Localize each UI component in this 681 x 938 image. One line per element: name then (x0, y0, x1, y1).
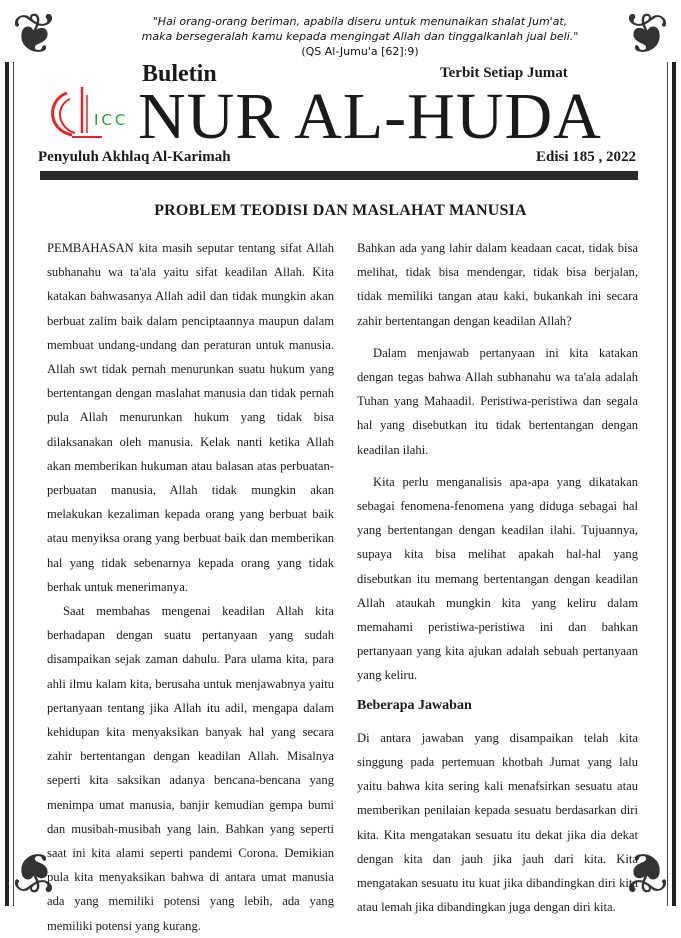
ornamental-frame-right (672, 62, 676, 906)
edition-label: Edisi 185 , 2022 (535, 149, 636, 165)
svg-text:ICC: ICC (94, 111, 129, 129)
paragraph: Kita perlu menganalisis apa-apa yang dikatakan sebagai fenomena-fenomena yang diduga sebagai hal yang bertentangan dengan keadilan ilahi. Tujuannya, supaya kita bisa melihat apakah hal-hal yang disebutkan itu memang bertentangan dengan keadilan Allah ataukah mungkin kita yang keliru dalam memahami peristiwa-peristiwa ini dan bahkan pertanyaan yang kita ajukan adalah sebuah pertanyaan yang keliru. (357, 474, 638, 683)
paragraph: Dalam menjawab pertanyaan ini kita katakan dengan tegas bahwa Allah subhanahu wa ta'ala adalah Tuhan yang Mahaadil. Peristiwa-peristiwa dan segala hal yang disebutkan itu tidak bertentangan dengan keadilan ilahi. (357, 345, 638, 457)
ornamental-frame-left (5, 62, 9, 906)
flourish-corner-icon: ❦ (622, 4, 670, 66)
verse-quote (100, 14, 620, 59)
quote-line: maka bersegeralah kamu kepada mengingat Allah dan tinggalkanlah jual beli." (141, 30, 579, 43)
icc-logo (42, 85, 137, 140)
flourish-corner-icon: ❦ (11, 840, 59, 902)
article-headline: PROBLEM TEODISI DAN MASLAHAT MANUSIA (154, 202, 527, 219)
paragraph: Saat membahas mengenai keadilan Allah kita berhadapan dengan suatu pertanyaan yang sudah disampaikan sejak zaman dahulu. Para ulama kita, para ahli ilmu kalam kita, berusaha untuk menjawabnya yaitu pertanyaan tentang jika Allah itu adil, mengapa dalam kehidupan kita menyaksikan banyak hal yang secara zahir bertentangan dengan keadilan Allah. Misalnya seperti kita saksikan adanya bencana-bencana yang menimpa umat manusia, banjir kemudian gempa bumi dan musibah-musibah yang lain. Bahkan yang seperti saat ini kita alami seperti pandemi Corona. Demikian pula kita menyaksikan bahwa di antara umat manusia ada yang memiliki potensi yang lebih, ada yang memiliki potensi yang kurang. (47, 604, 334, 933)
publication-frequency: Terbit Setiap Jumat (440, 65, 568, 81)
section-subheading: Beberapa Jawaban (357, 697, 472, 713)
paragraph: PEMBAHASAN kita masih seputar tentang sifat Allah subhanahu wa ta'ala yaitu sifat keadilan Allah. Kita katakan bahwasanya Allah adil dan tidak mungkin akan berbuat zalim baik dalam penciptaannya maupun dalam membuat undang-undang dan peraturan untuk manusia. Allah swt tidak pernah menurunkan suatu hukum yang bertentangan dengan maslahat manusia dan tidak pernah pula Allah menurunkan hukum yang tidak bisa dilaksanakan oleh manusia. Kelak nanti ketika Allah akan memberikan hukuman atau balasan atas perbuatan-perbuatan manusia, Allah tidak mungkin akan melakukan kezaliman kepada orang yang berbuat baik atau menyiksa orang yang berbuat baik dan memberikan hal yang tidak sebenarnya kepada orang yang tidak berhak untuk menerimanya. (47, 241, 334, 594)
newsletter-subtitle: Penyuluh Akhlaq Al-Karimah (38, 149, 231, 165)
flourish-corner-icon: ❦ (622, 840, 670, 902)
newsletter-title: NUR AL-HUDA (138, 80, 602, 153)
ornamental-frame-left-inner (13, 62, 14, 906)
article-column-left (47, 236, 334, 938)
ornamental-frame-right-inner (667, 62, 668, 906)
header-divider (40, 171, 638, 180)
quote-line: "Hai orang-orang beriman, apabila diseru untuk menunaikan shalat Jum'at, (152, 15, 568, 28)
flourish-corner-icon: ❦ (11, 4, 59, 66)
article-column-right (357, 236, 638, 919)
paragraph: Bahkan ada yang lahir dalam keadaan cacat, tidak bisa melihat, tidak bisa mendengar, tidak bisa berjalan, tidak memiliki tangan atau kaki, bukankah ini secara zahir bertentangan dengan keadilan Allah? (357, 241, 638, 328)
paragraph: Di antara jawaban yang disampaikan telah kita singgung pada pertemuan khotbah Jumat yang lalu yaitu bahwa kita sering kali menafsirkan sesuatu atau memberikan penilaian kepada sesuatu berdasarkan diri kita. Kita mengatakan sesuatu itu dekat jika dia dekat dengan kita dan jauh jika jauh dari kita. Kita mengatakan sesuatu itu kuat jika dibandingkan diri kita atau lemah jika dibandingkan juga dengan diri kita. (357, 730, 638, 915)
buletin-label: Buletin (142, 61, 217, 87)
quote-reference: (QS Al-Jumu'a [62]:9) (301, 45, 419, 58)
